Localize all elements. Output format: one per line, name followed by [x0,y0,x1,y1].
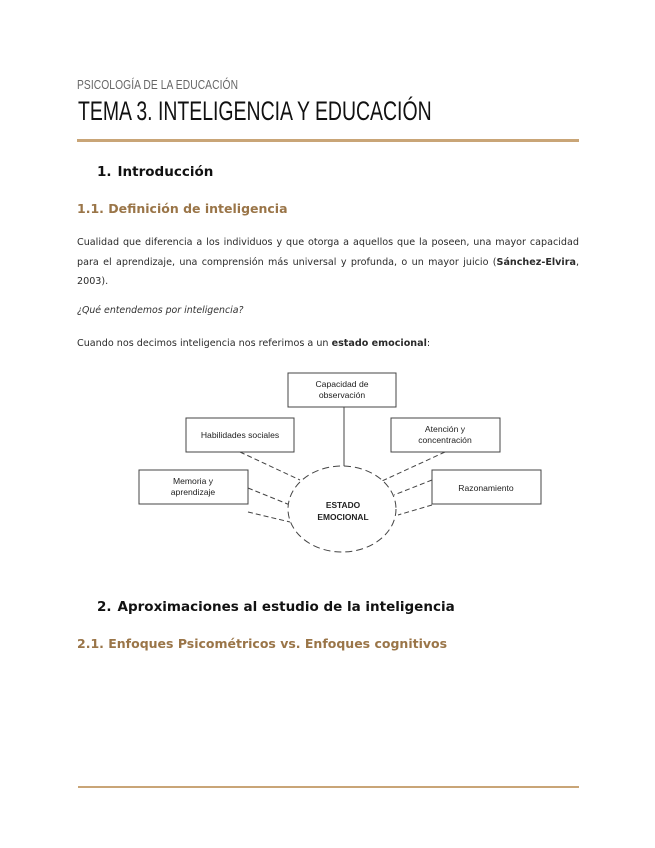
lead-bold: estado emocional [331,338,427,349]
connector-habilidades [240,452,300,480]
node-razonamiento-label: Razonamiento [458,483,514,493]
connector-razonamiento-1 [394,480,432,495]
section-2-title: Aproximaciones al estudio de la inteligencia [117,599,455,615]
node-observacion-line2: observación [318,390,366,400]
footer-rule [78,786,579,788]
node-observacion-line1: Capacidad de [315,379,369,389]
lead-colon: : [426,338,431,349]
connector-razonamiento-2 [398,505,432,515]
node-memoria-line2: aprendizaje [170,487,216,497]
node-habilidades-label: Habilidades sociales [200,430,280,440]
section-2-heading [97,599,455,615]
node-atencion-line2: concentración [418,435,472,445]
section-2-number: 2. [97,599,112,615]
center-line2: EMOCIONAL [317,512,369,522]
node-memoria-line1: Memoria y [172,476,214,486]
definition-author: Sánchez-Elvira [496,256,576,268]
subsection-1-1-heading: 1.1. Definición de inteligencia [77,201,288,216]
definition-citation: , 2003). [77,256,579,287]
node-atencion-line1: Atención y [424,424,466,434]
document-title: TEMA 3. INTELIGENCIA Y EDUCACIÓN [78,96,432,126]
guiding-question: ¿Qué entendemos por inteligencia? [77,305,244,316]
section-1-title: Introducción [117,164,214,180]
center-line1: ESTADO [325,500,361,510]
connector-memoria-1 [248,488,290,505]
lead-text: Cuando nos decimos inteligencia nos referimos a un [77,338,332,349]
subsection-2-1-heading: 2.1. Enfoques Psicométricos vs. Enfoques cognitivos [77,636,448,651]
connector-memoria-2 [248,512,290,522]
course-kicker: PSICOLOGÍA DE LA EDUCACIÓN [77,78,239,92]
definition-text: Cualidad que diferencia a los individuos y que otorga a aquellos que la poseen, una mayor capacidad para el aprendizaje, una comprensión más universal y profunda, o un mayor juicio ( [77,237,579,268]
section-1-number: 1. [97,164,112,180]
